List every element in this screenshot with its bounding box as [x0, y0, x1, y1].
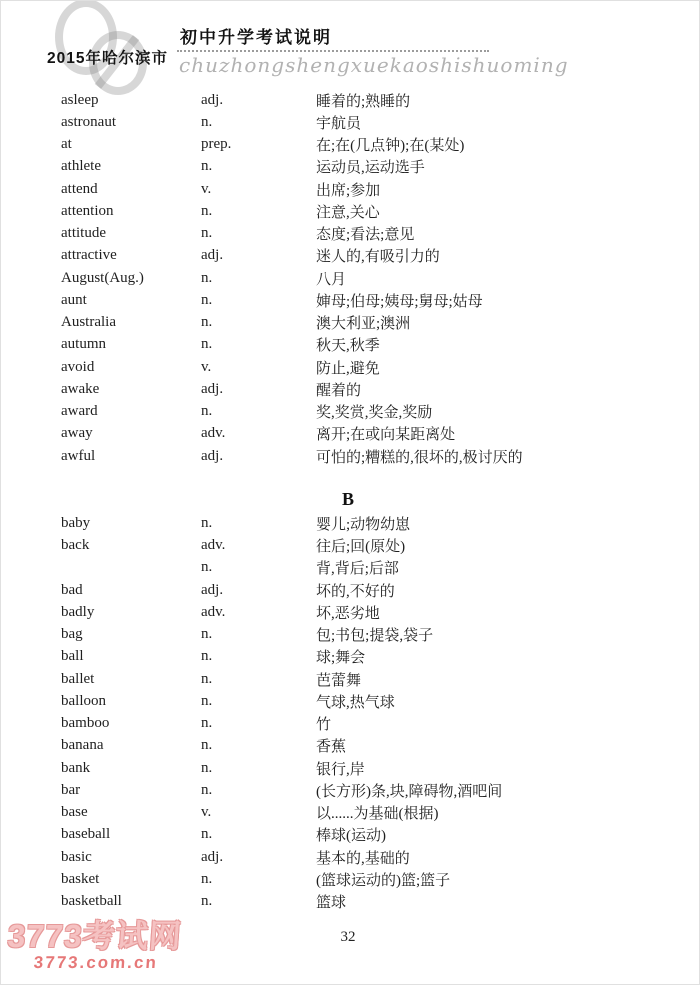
vocab-word: ballet — [61, 670, 95, 687]
section-spacer — [61, 467, 661, 489]
vocab-word: bank — [61, 759, 91, 776]
vocab-meaning: 坏的,不好的 — [316, 583, 395, 600]
vocab-word: base — [61, 804, 88, 821]
vocab-row — [61, 423, 661, 445]
vocab-row — [61, 668, 661, 690]
vocab-row — [61, 868, 661, 890]
vocab-word: basic — [61, 848, 92, 865]
vocab-pos: prep. — [201, 136, 232, 153]
vocab-row — [61, 557, 661, 579]
vocab-meaning: 背,背后;后部 — [316, 561, 399, 578]
vocab-pos: n. — [201, 648, 213, 665]
watermark — [5, 918, 183, 973]
vocab-row — [61, 267, 661, 289]
vocab-word: ball — [61, 648, 84, 665]
vocab-word: basketball — [61, 893, 122, 910]
section-letter: B — [341, 489, 354, 510]
vocab-word: avoid — [61, 358, 95, 375]
vocab-meaning: 运动员,运动选手 — [316, 160, 425, 177]
vocab-meaning: 芭蕾舞 — [316, 672, 362, 689]
vocab-row — [61, 378, 661, 400]
vocab-word: back — [61, 537, 90, 554]
vocab-meaning: 可怕的;糟糕的,很坏的,极讨厌的 — [316, 449, 523, 466]
vocab-meaning: (长方形)条,块,障碍物,酒吧间 — [316, 783, 503, 800]
vocab-row — [61, 178, 661, 200]
vocab-pos: adj. — [201, 380, 224, 397]
vocab-word: astronaut — [61, 113, 116, 130]
vocab-word: attitude — [61, 225, 106, 242]
vocab-row — [61, 156, 661, 178]
vocab-meaning: 基本的,基础的 — [316, 850, 410, 867]
vocab-pos: n. — [201, 291, 213, 308]
page-number: 32 — [340, 929, 356, 945]
vocab-pos: adj. — [201, 581, 224, 598]
vocab-meaning: 球;舞会 — [316, 650, 366, 667]
vocab-row — [61, 245, 661, 267]
vocab-meaning: 离开;在或向某距离处 — [316, 427, 456, 444]
page-title: 初中升学考试说明 — [180, 28, 332, 47]
vocab-row — [61, 312, 661, 334]
vocab-word: baseball — [61, 826, 111, 843]
vocab-meaning: 包;书包;提袋,袋子 — [316, 628, 434, 645]
vocab-pos: n. — [201, 692, 213, 709]
vocab-row — [61, 289, 661, 311]
vocab-meaning: 竹 — [316, 717, 332, 734]
vocab-word: balloon — [61, 692, 106, 709]
vocab-row — [61, 735, 661, 757]
vocab-meaning: 往后;回(原处) — [316, 539, 406, 556]
vocab-meaning: 迷人的,有吸引力的 — [316, 249, 440, 266]
vocab-word: baby — [61, 514, 91, 531]
vocab-word: bamboo — [61, 715, 110, 732]
vocab-word: banana — [61, 737, 104, 754]
vocab-meaning: 在;在(几点钟);在(某处) — [316, 138, 465, 155]
header-divider — [177, 50, 489, 52]
vocab-meaning: 宇航员 — [316, 115, 362, 132]
vocab-meaning: 态度;看法;意见 — [316, 227, 415, 244]
vocab-row — [61, 401, 661, 423]
vocab-meaning: 注意,关心 — [316, 204, 380, 221]
vocab-meaning: 睡着的;熟睡的 — [316, 93, 411, 110]
vocab-pos: adj. — [201, 848, 224, 865]
vocab-pos: adj. — [201, 91, 224, 108]
vocab-word: attractive — [61, 247, 117, 264]
vocab-pos: n. — [201, 826, 213, 843]
vocab-pos: n. — [201, 715, 213, 732]
vocab-meaning: 八月 — [316, 271, 347, 288]
vocab-pos: n. — [201, 737, 213, 754]
vocab-meaning: 醒着的 — [316, 382, 362, 399]
vocab-word: awake — [61, 380, 100, 397]
vocab-meaning: 婶母;伯母;姨母;舅母;姑母 — [316, 293, 483, 310]
vocab-meaning: 澳大利亚;澳洲 — [316, 316, 411, 333]
vocab-word: at — [61, 136, 72, 153]
vocab-pos: adj. — [201, 447, 224, 464]
vocab-row — [61, 891, 661, 913]
vocab-word: bad — [61, 581, 83, 598]
vocab-word: bag — [61, 626, 83, 643]
vocab-row — [61, 601, 661, 623]
vocab-row — [61, 802, 661, 824]
vocab-row — [61, 356, 661, 378]
vocab-meaning: 奖,奖赏,奖金,奖励 — [316, 405, 433, 422]
vocab-word: bar — [61, 781, 81, 798]
vocab-word: asleep — [61, 91, 99, 108]
vocab-meaning: 婴儿;动物幼崽 — [316, 516, 411, 533]
vocab-meaning: 坏,恶劣地 — [316, 605, 380, 622]
vocab-word: August(Aug.) — [61, 269, 144, 286]
vocab-pos: n. — [201, 893, 213, 910]
vocab-pos: n. — [201, 670, 213, 687]
vocab-pos: n. — [201, 269, 213, 286]
vocab-pos: n. — [201, 314, 213, 331]
vocab-word: away — [61, 425, 93, 442]
vocab-pos: n. — [201, 225, 213, 242]
vocab-row — [61, 89, 661, 111]
vocab-word: badly — [61, 603, 95, 620]
edition-label: 2015年哈尔滨市 — [47, 50, 168, 67]
vocab-row — [61, 646, 661, 668]
vocab-row — [61, 111, 661, 133]
vocab-pos: adv. — [201, 537, 226, 554]
vocab-meaning: 气球,热气球 — [316, 694, 395, 711]
vocab-word: attend — [61, 180, 98, 197]
vocab-row — [61, 512, 661, 534]
vocab-word: basket — [61, 870, 100, 887]
vocab-pos: n. — [201, 870, 213, 887]
vocab-row — [61, 535, 661, 557]
vocab-pos: v. — [201, 358, 212, 375]
vocab-row — [61, 757, 661, 779]
vocab-word: award — [61, 403, 98, 420]
vocab-word: awful — [61, 447, 96, 464]
watermark-site-name: 3773考试网 — [6, 918, 184, 954]
vocab-pos: n. — [201, 202, 213, 219]
vocab-word: aunt — [61, 291, 87, 308]
watermark-site-url: 3773.com.cn — [33, 953, 159, 972]
vocab-pos: v. — [201, 804, 212, 821]
vocab-pos: n. — [201, 626, 213, 643]
vocab-meaning: 秋天,秋季 — [316, 338, 380, 355]
vocab-row — [61, 713, 661, 735]
vocab-pos: n. — [201, 336, 213, 353]
vocab-pos: adv. — [201, 603, 226, 620]
vocab-word: attention — [61, 202, 114, 219]
vocab-meaning: 香蕉 — [316, 739, 347, 756]
vocab-row — [61, 445, 661, 467]
vocab-pos: n. — [201, 514, 213, 531]
vocab-meaning: (篮球运动的)篮;篮子 — [316, 872, 451, 889]
vocab-row — [61, 624, 661, 646]
vocab-row — [61, 846, 661, 868]
vocab-row — [61, 579, 661, 601]
vocab-pos: n. — [201, 781, 213, 798]
vocab-row — [61, 200, 661, 222]
vocab-pos: n. — [201, 158, 213, 175]
vocab-word: athlete — [61, 158, 101, 175]
vocab-meaning: 篮球 — [316, 895, 347, 912]
vocab-meaning: 银行,岸 — [316, 761, 365, 778]
vocab-pos: n. — [201, 759, 213, 776]
vocab-meaning: 防止,避免 — [316, 360, 380, 377]
vocabulary-list — [61, 89, 661, 913]
vocab-row — [61, 779, 661, 801]
vocab-row — [61, 223, 661, 245]
vocab-row — [61, 824, 661, 846]
vocab-row — [61, 334, 661, 356]
vocab-word: Australia — [61, 314, 116, 331]
vocab-pos: adv. — [201, 425, 226, 442]
vocab-meaning: 以......为基础(根据) — [316, 806, 439, 823]
vocab-pos: v. — [201, 180, 212, 197]
vocab-row — [61, 134, 661, 156]
vocab-pos: n. — [201, 113, 213, 130]
vocab-meaning: 棒球(运动) — [316, 828, 386, 845]
vocab-meaning: 出席;参加 — [316, 182, 381, 199]
vocab-pos: adj. — [201, 247, 224, 264]
vocab-pos: n. — [201, 559, 213, 576]
vocab-pos: n. — [201, 403, 213, 420]
vocab-row — [61, 690, 661, 712]
vocab-word: autumn — [61, 336, 106, 353]
pinyin-subtitle: chuzhongshengxuekaoshishuoming — [179, 53, 569, 77]
